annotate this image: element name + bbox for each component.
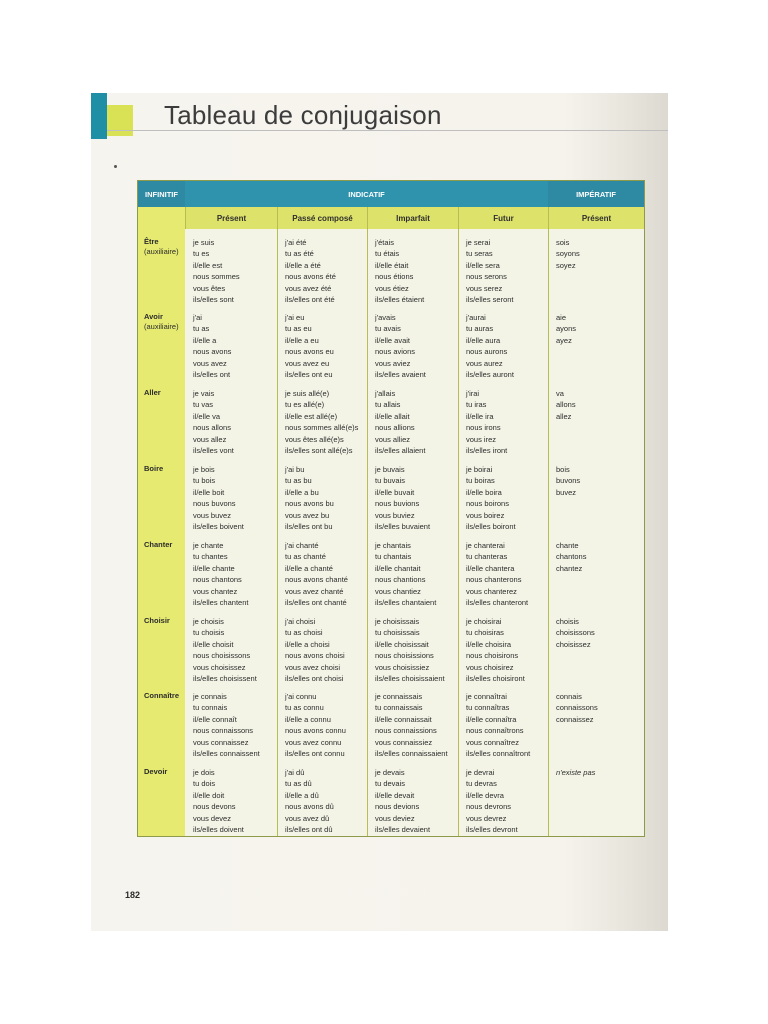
conjugation-line: ils/elles allaient [375, 446, 426, 456]
conjugation-line: vous serez [466, 283, 503, 293]
conjugation-line: il/elle allait [375, 411, 410, 421]
conjugation-line: il/elle connaîtra [466, 714, 517, 724]
cell-passe-compose [285, 312, 334, 380]
conjugation-line: je choisirai [466, 617, 502, 626]
conjugation-line: je choisissais [375, 617, 420, 626]
cell-imparfait [375, 767, 430, 835]
conjugation-line: tu as [193, 324, 210, 334]
conjugation-line: nous choisirons [466, 651, 519, 661]
tense-header-present: Présent [185, 207, 277, 229]
conjugation-line: je buvais [375, 465, 405, 474]
conjugation-line: chantez [556, 563, 583, 573]
conjugation-line: j'avais [375, 313, 396, 322]
conjugation-line: allons [556, 400, 576, 410]
conjugation-line: ayez [556, 335, 572, 345]
cell-futur [466, 691, 530, 759]
conjugation-line: vous devrez [466, 813, 507, 823]
conjugation-line: nous connaîtrons [466, 726, 524, 736]
conjugation-line: tu devais [375, 779, 406, 789]
conjugation-line: nous connaissions [375, 726, 437, 736]
conjugation-line: ils/elles chantaient [375, 598, 437, 608]
conjugation-line: tu bois [193, 476, 216, 486]
cell-futur [466, 464, 516, 532]
conjugation-line: j'ai bu [285, 465, 305, 474]
conjugation-line: tu chantais [375, 552, 412, 562]
conjugation-line: il/elle chante [193, 563, 235, 573]
conjugation-line: nous chantions [375, 575, 426, 585]
conjugation-line: vous deviez [375, 813, 415, 823]
conjugation-line: tu choisissais [375, 628, 420, 638]
conjugation-line: il/elle buvait [375, 487, 415, 497]
conjugation-line: il/elle choisit [193, 639, 234, 649]
conjugation-line: tu as chanté [285, 552, 326, 562]
infinitive-5 [144, 616, 170, 626]
cell-present [193, 691, 260, 759]
conjugation-line: il/elle va [193, 411, 221, 421]
conjugation-line: tu as choisi [285, 628, 323, 638]
conjugation-line: il/elle ira [466, 411, 494, 421]
conjugation-line: vous buviez [375, 510, 415, 520]
conjugation-line: tu choisiras [466, 628, 504, 638]
conjugation-line: j'ai dû [285, 768, 305, 777]
conjugation-line: ils/elles boivent [193, 522, 244, 532]
conjugation-line: vous aurez [466, 358, 503, 368]
tense-header-passe-compose: Passé composé [277, 207, 367, 229]
conjugation-line: je chante [193, 541, 224, 550]
conjugation-line: j'allais [375, 389, 396, 398]
conjugation-line: je serai [466, 238, 491, 247]
conjugation-line: ils/elles ont eu [285, 370, 333, 380]
cell-present [193, 464, 244, 532]
conjugation-line: nous buvons [193, 499, 236, 509]
teal-accent-bar [91, 93, 107, 139]
conjugation-line: tu vas [193, 400, 214, 410]
conjugation-line: va [556, 389, 564, 398]
conjugation-table [137, 180, 645, 837]
conjugation-line: tu as été [285, 249, 314, 259]
conjugation-line: tu as bu [285, 476, 312, 486]
conjugation-line: ils/elles seront [466, 295, 514, 305]
conjugation-line: chantons [556, 552, 587, 562]
conjugation-line: nous choisissions [375, 651, 434, 661]
conjugation-line: ils/elles devront [466, 825, 518, 835]
infinitive-1 [144, 312, 179, 332]
conjugation-line: vous buvez [193, 510, 231, 520]
header-infinitif: INFINITIF [138, 181, 185, 207]
infinitive-name: Chanter [144, 540, 173, 549]
infinitive-column [138, 207, 185, 836]
conjugation-line: nous choisissons [193, 651, 251, 661]
conjugation-line: il/elle est [193, 260, 223, 270]
conjugation-line: il/elle connaît [193, 714, 237, 724]
conjugation-line: chante [556, 541, 579, 550]
conjugation-line: nous sommes allé(e)s [285, 423, 359, 433]
conjugation-line: ils/elles chanteront [466, 598, 529, 608]
infinitive-6 [144, 691, 179, 701]
page-title: Tableau de conjugaison [164, 100, 442, 130]
conjugation-line: nous sommes [193, 272, 240, 282]
conjugation-line: il/elle aura [466, 335, 501, 345]
conjugation-line: vous devez [193, 813, 231, 823]
cell-imparfait [375, 691, 448, 759]
conjugation-line: nous avons connu [285, 726, 346, 736]
conjugation-line: vous avez été [285, 283, 332, 293]
conjugation-line: aie [556, 313, 567, 322]
conjugation-line: il/elle devra [466, 790, 504, 800]
bullet-dot [114, 165, 117, 168]
column-divider [277, 229, 278, 836]
conjugation-line: vous êtes allé(e)s [285, 434, 344, 444]
conjugation-line: ils/elles choisiront [466, 674, 525, 684]
cell-imperatif [556, 464, 580, 498]
cell-imparfait [375, 540, 436, 608]
conjugation-line: allez [556, 411, 572, 421]
conjugation-line: tu connaîtras [466, 703, 510, 713]
cell-imparfait [375, 464, 430, 532]
conjugation-line: je devais [375, 768, 405, 777]
conjugation-line: ils/elles ont [193, 370, 231, 380]
conjugation-line: ils/elles avaient [375, 370, 426, 380]
conjugation-line: ils/elles ont été [285, 295, 335, 305]
conjugation-line: ils/elles ont choisi [285, 674, 344, 684]
conjugation-line: tu es allé(e) [285, 400, 325, 410]
conjugation-line: vous avez chanté [285, 586, 344, 596]
conjugation-line: nous aurons [466, 347, 508, 357]
cell-imperatif [556, 691, 598, 725]
infinitive-2 [144, 388, 161, 398]
conjugation-line: nous avons bu [285, 499, 334, 509]
conjugation-line: vous choisissiez [375, 662, 430, 672]
conjugation-line: vous avez bu [285, 510, 330, 520]
conjugation-line: tu dois [193, 779, 216, 789]
conjugation-line: ils/elles étaient [375, 295, 425, 305]
conjugation-line: il/elle a choisi [285, 639, 330, 649]
conjugation-line: n'existe pas [556, 768, 596, 777]
conjugation-line: vous chantiez [375, 586, 421, 596]
tense-header-futur: Futur [458, 207, 548, 229]
infinitive-name: Connaître [144, 691, 180, 700]
conjugation-line: ils/elles connaissent [193, 749, 260, 759]
conjugation-line: tu chantes [193, 552, 228, 562]
conjugation-line: tu chanteras [466, 552, 508, 562]
conjugation-line: il/elle chantait [375, 563, 421, 573]
cell-imperatif [556, 237, 580, 271]
conjugation-line: il/elle a chanté [285, 563, 333, 573]
cell-passe-compose [285, 540, 348, 608]
conjugation-line: sois [556, 238, 570, 247]
conjugation-line: nous devions [375, 802, 420, 812]
conjugation-line: tu as connu [285, 703, 324, 713]
cell-passe-compose [285, 237, 336, 305]
cell-futur [466, 312, 514, 380]
conjugation-line: nous chantons [193, 575, 242, 585]
conjugation-line: tu as eu [285, 324, 312, 334]
conjugation-line: nous avons [193, 347, 232, 357]
conjugation-line: il/elle a connu [285, 714, 331, 724]
conjugation-line: ils/elles boiront [466, 522, 516, 532]
column-divider [548, 229, 549, 836]
infinitive-4 [144, 540, 172, 550]
conjugation-line: tu avais [375, 324, 401, 334]
conjugation-line: j'ai chanté [285, 541, 319, 550]
conjugation-line: il/elle est allé(e) [285, 411, 338, 421]
conjugation-line: nous allions [375, 423, 415, 433]
conjugation-line: je chantais [375, 541, 411, 550]
cell-present [193, 237, 240, 305]
conjugation-line: choisissez [556, 639, 591, 649]
conjugation-line: tu connaissais [375, 703, 423, 713]
conjugation-line: il/elle chantera [466, 563, 515, 573]
conjugation-line: je connaissais [375, 692, 423, 701]
cell-passe-compose [285, 691, 346, 759]
cell-imperatif [556, 388, 576, 422]
conjugation-line: nous avons été [285, 272, 336, 282]
conjugation-line: vous chanterez [466, 586, 517, 596]
conjugation-line: il/elle boira [466, 487, 502, 497]
cell-imparfait [375, 388, 425, 456]
conjugation-line: vous avez connu [285, 737, 342, 747]
conjugation-line: nous allons [193, 423, 231, 433]
conjugation-line: je connais [193, 692, 227, 701]
conjugation-line: nous avons eu [285, 347, 334, 357]
conjugation-line: tu es [193, 249, 210, 259]
cell-present [193, 767, 244, 835]
conjugation-line: vous avez choisi [285, 662, 341, 672]
conjugation-line: vous allez [193, 434, 227, 444]
conjugation-line: nous devrons [466, 802, 512, 812]
conjugation-line: vous avez dû [285, 813, 330, 823]
infinitive-name: Devoir [144, 767, 168, 776]
conjugation-line: connaissons [556, 703, 598, 713]
conjugation-line: ils/elles ont connu [285, 749, 345, 759]
cell-present [193, 312, 231, 380]
conjugation-line: ils/elles vont [193, 446, 234, 456]
cell-passe-compose [285, 464, 334, 532]
conjugation-line: ils/elles connaîtront [466, 749, 531, 759]
conjugation-line: j'ai été [285, 238, 307, 247]
conjugation-line: vous connaissez [193, 737, 249, 747]
cell-imparfait [375, 237, 424, 305]
conjugation-line: nous irons [466, 423, 501, 433]
conjugation-line: je suis [193, 238, 215, 247]
infinitive-name: Être [144, 237, 159, 246]
infinitive-name: Avoir [144, 312, 163, 321]
conjugation-line: nous avions [375, 347, 416, 357]
infinitive-0 [144, 237, 179, 257]
conjugation-line: ils/elles connaissaient [375, 749, 448, 759]
conjugation-line: choisissons [556, 628, 595, 638]
infinitive-name: Aller [144, 388, 161, 397]
header-indicatif: INDICATIF [185, 181, 548, 207]
conjugation-line: il/elle boit [193, 487, 225, 497]
conjugation-line: il/elle a été [285, 260, 321, 270]
yellow-accent-square [107, 105, 133, 136]
conjugation-line: il/elle a dû [285, 790, 319, 800]
conjugation-line: bois [556, 465, 570, 474]
conjugation-line: je boirai [466, 465, 493, 474]
conjugation-line: vous étiez [375, 283, 409, 293]
conjugation-line: il/elle sera [466, 260, 500, 270]
conjugation-line: nous avons choisi [285, 651, 345, 661]
conjugation-line: ils/elles sont [193, 295, 234, 305]
conjugation-line: ayons [556, 324, 577, 334]
conjugation-line: je dois [193, 768, 215, 777]
conjugation-line: ils/elles ont dû [285, 825, 333, 835]
infinitive-name: Choisir [144, 616, 170, 625]
conjugation-line: vous avez [193, 358, 227, 368]
tense-header-imparfait: Imparfait [367, 207, 458, 229]
conjugation-line: il/elle choisira [466, 639, 512, 649]
conjugation-line: tu connais [193, 703, 228, 713]
conjugation-line: tu buvais [375, 476, 406, 486]
conjugation-line: nous étions [375, 272, 414, 282]
cell-imparfait [375, 616, 445, 684]
conjugation-line: il/elle choisissait [375, 639, 429, 649]
cell-futur [466, 767, 518, 835]
cell-present [193, 540, 248, 608]
conjugation-line: vous connaîtrez [466, 737, 519, 747]
conjugation-line: il/elle était [375, 260, 409, 270]
conjugation-line: vous aviez [375, 358, 411, 368]
conjugation-line: tu seras [466, 249, 493, 259]
conjugation-line: il/elle a [193, 335, 217, 345]
conjugation-line: je chanterai [466, 541, 505, 550]
conjugation-line: nous avons dû [285, 802, 334, 812]
cell-futur [466, 616, 525, 684]
infinitive-7 [144, 767, 167, 777]
conjugation-line: connais [556, 692, 582, 701]
column-divider [367, 229, 368, 836]
conjugation-line: j'étais [375, 238, 394, 247]
conjugation-line: ils/elles choisissent [193, 674, 257, 684]
cell-present [193, 616, 257, 684]
conjugation-line: je bois [193, 465, 215, 474]
infinitive-name: Boire [144, 464, 164, 473]
conjugation-line: il/elle a bu [285, 487, 319, 497]
conjugation-line: je suis allé(e) [285, 389, 330, 398]
page-number: 182 [125, 890, 141, 900]
conjugation-line: vous irez [466, 434, 497, 444]
conjugation-line: nous buvions [375, 499, 420, 509]
conjugation-line: il/elle a eu [285, 335, 319, 345]
conjugation-line: ils/elles choisissaient [375, 674, 445, 684]
conjugation-line: j'aurai [466, 313, 486, 322]
conjugation-line: connaissez [556, 714, 594, 724]
conjugation-line: je vais [193, 389, 215, 398]
cell-imperatif [556, 767, 595, 778]
conjugation-line: tu boiras [466, 476, 495, 486]
conjugation-line: nous devons [193, 802, 236, 812]
cell-passe-compose [285, 616, 345, 684]
conjugation-line: tu iras [466, 400, 487, 410]
conjugation-line: soyez [556, 260, 576, 270]
cell-present [193, 388, 234, 456]
conjugation-line: j'irai [466, 389, 480, 398]
conjugation-line: tu auras [466, 324, 494, 334]
conjugation-line: ils/elles doivent [193, 825, 244, 835]
conjugation-line: ils/elles auront [466, 370, 514, 380]
cell-futur [466, 237, 514, 305]
cell-imperatif [556, 312, 576, 346]
conjugation-line: il/elle doit [193, 790, 225, 800]
conjugation-line: vous alliez [375, 434, 411, 444]
conjugation-line: je devrai [466, 768, 495, 777]
conjugation-line: il/elle devait [375, 790, 415, 800]
conjugation-line: nous connaissons [193, 726, 254, 736]
conjugation-line: il/elle avait [375, 335, 411, 345]
conjugation-line: ils/elles buvaient [375, 522, 431, 532]
conjugation-line: vous connaissiez [375, 737, 433, 747]
cell-imperatif [556, 540, 586, 574]
auxiliary-note: (auxiliaire) [144, 322, 179, 331]
conjugation-line: tu devras [466, 779, 497, 789]
conjugation-line: ils/elles ont chanté [285, 598, 347, 608]
conjugation-line: buvez [556, 487, 577, 497]
conjugation-line: nous boirons [466, 499, 509, 509]
conjugation-line: je connaîtrai [466, 692, 507, 701]
conjugation-line: nous chanterons [466, 575, 522, 585]
conjugation-line: je choisis [193, 617, 224, 626]
conjugation-line: tu étais [375, 249, 400, 259]
conjugation-line: vous avez eu [285, 358, 330, 368]
conjugation-line: vous chantez [193, 586, 238, 596]
conjugation-line: j'ai [193, 313, 202, 322]
conjugation-line: il/elle connaissait [375, 714, 432, 724]
conjugation-line: j'ai choisi [285, 617, 316, 626]
conjugation-line: tu allais [375, 400, 401, 410]
conjugation-line: j'ai eu [285, 313, 305, 322]
infinitive-3 [144, 464, 163, 474]
conjugation-line: ils/elles chantent [193, 598, 249, 608]
cell-imperatif [556, 616, 595, 650]
conjugation-line: tu choisis [193, 628, 225, 638]
conjugation-line: vous boirez [466, 510, 505, 520]
conjugation-line: ils/elles devaient [375, 825, 431, 835]
conjugation-line: buvons [556, 476, 581, 486]
auxiliary-note: (auxiliaire) [144, 247, 179, 256]
conjugation-line: vous choisissez [193, 662, 246, 672]
conjugation-line: ils/elles ont bu [285, 522, 333, 532]
cell-futur [466, 388, 507, 456]
conjugation-line: ils/elles iront [466, 446, 508, 456]
header-imperatif: IMPÉRATIF [548, 181, 644, 207]
conjugation-line: soyons [556, 249, 580, 259]
column-divider [458, 229, 459, 836]
conjugation-line: vous choisirez [466, 662, 514, 672]
conjugation-line: j'ai connu [285, 692, 317, 701]
conjugation-line: choisis [556, 617, 579, 626]
cell-passe-compose [285, 388, 358, 456]
conjugation-line: tu as dû [285, 779, 312, 789]
cell-passe-compose [285, 767, 334, 835]
conjugation-line: nous serons [466, 272, 507, 282]
conjugation-line: vous êtes [193, 283, 226, 293]
conjugation-line: ils/elles sont allé(e)s [285, 446, 353, 456]
conjugation-line: nous avons chanté [285, 575, 348, 585]
tense-header-imperatif: Présent [548, 207, 644, 229]
cell-futur [466, 540, 528, 608]
cell-imparfait [375, 312, 426, 380]
